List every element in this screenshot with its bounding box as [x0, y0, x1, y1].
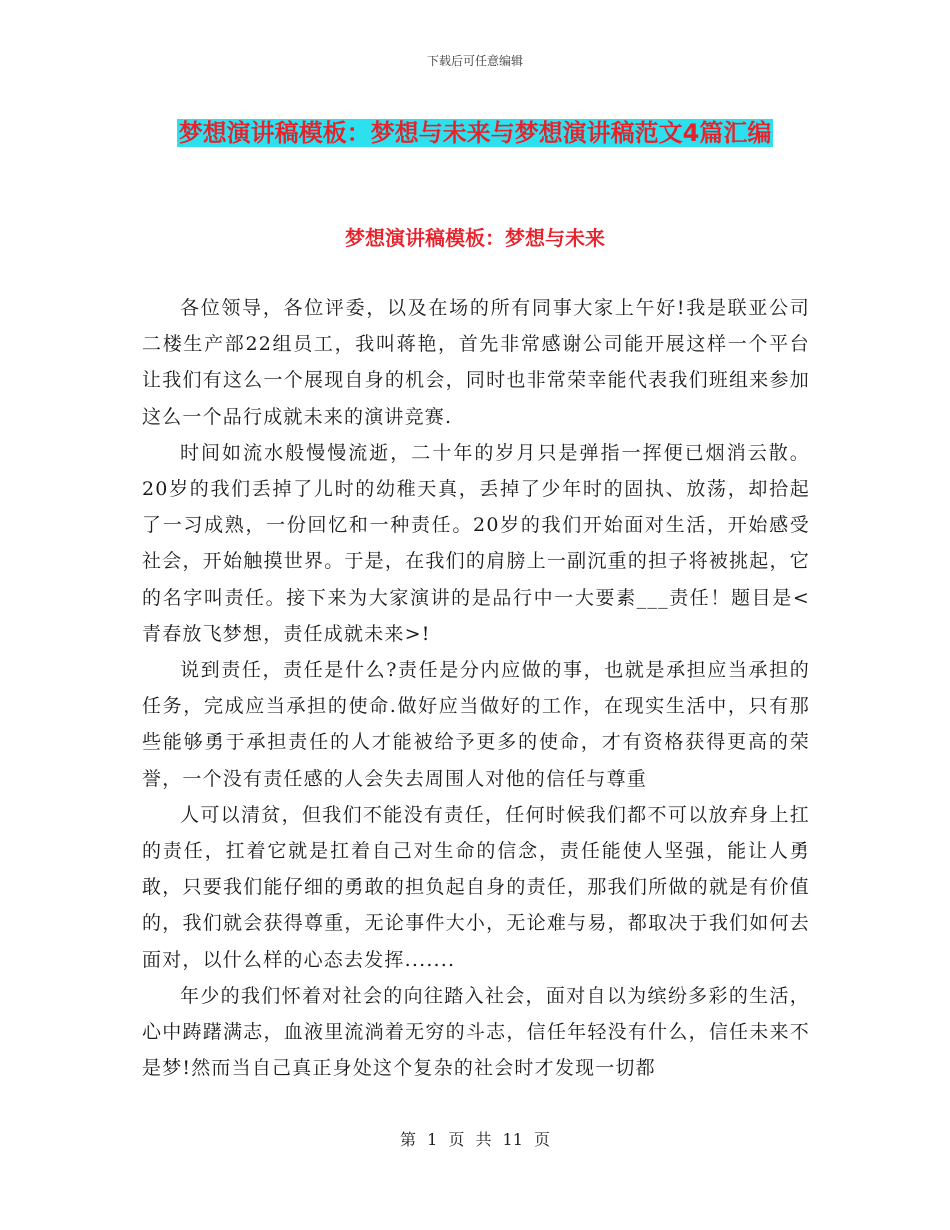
document-title [140, 110, 810, 156]
paragraph: 时间如流水般慢慢流逝，二十年的岁月只是弹指一挥便已烟消云散。20岁的我们丢掉了儿时的幼稚天真，丢掉了少年时的固执、放荡，却拾起了一习成熟，一份回忆和一种责任。20岁的我们开始面对生活，开始感受社会，开始触摸世界。于是，在我们的肩膀上一副沉重的担子将被挑起，它的名字叫责任。接下来为大家演讲的是品行中一大要素___责任！题目是<青春放飞梦想，责任成就未来>! [142, 441, 810, 645]
paragraph: 各位领导，各位评委，以及在场的所有同事大家上午好!我是联亚公司二楼生产部22组员工，我叫蒋艳，首先非常感谢公司能开展这样一个平台让我们有这么一个展现自身的机会，同时也非常荣幸能代表我们班组来参加这么一个品行成就未来的演讲竞赛. [142, 297, 810, 428]
section-title: 梦想演讲稿模板：梦想与未来 [345, 226, 605, 250]
document-title-text: 梦想演讲稿模板：梦想与未来与梦想演讲稿范文4篇汇编 [178, 119, 772, 147]
header-note: 下载后可任意编辑 [426, 54, 523, 68]
paragraph: 人可以清贫，但我们不能没有责任，任何时候我们都不可以放弃身上扛的责任，扛着它就是扛着自己对生命的信念，责任能使人坚强，能让人勇敢，只要我们能仔细的勇敢的担负起自身的责任，那我们所做的就是有价值的，我们就会获得尊重，无论事件大小，无论难与易，都取决于我们如何去面对，以什么样的心态去发挥....... [142, 803, 810, 971]
paragraph: 年少的我们怀着对社会的向往踏入社会，面对自以为缤纷多彩的生活，心中踌躇满志，血液里流淌着无穷的斗志，信任年轻没有什么，信任未来不是梦!然而当自己真正身处这个复杂的社会时才发现一切都 [142, 984, 810, 1080]
body-text [142, 290, 810, 1086]
page-number-footer: 第 1 页 共 11 页 [400, 1130, 550, 1149]
paragraph: 说到责任，责任是什么?责任是分内应做的事，也就是承担应当承担的任务，完成应当承担的使命.做好应当做好的工作，在现实生活中，只有那些能够勇于承担责任的人才能被给予更多的使命，才有资格获得更高的荣誉，一个没有责任感的人会失去周围人对他的信任与尊重 [142, 659, 810, 790]
